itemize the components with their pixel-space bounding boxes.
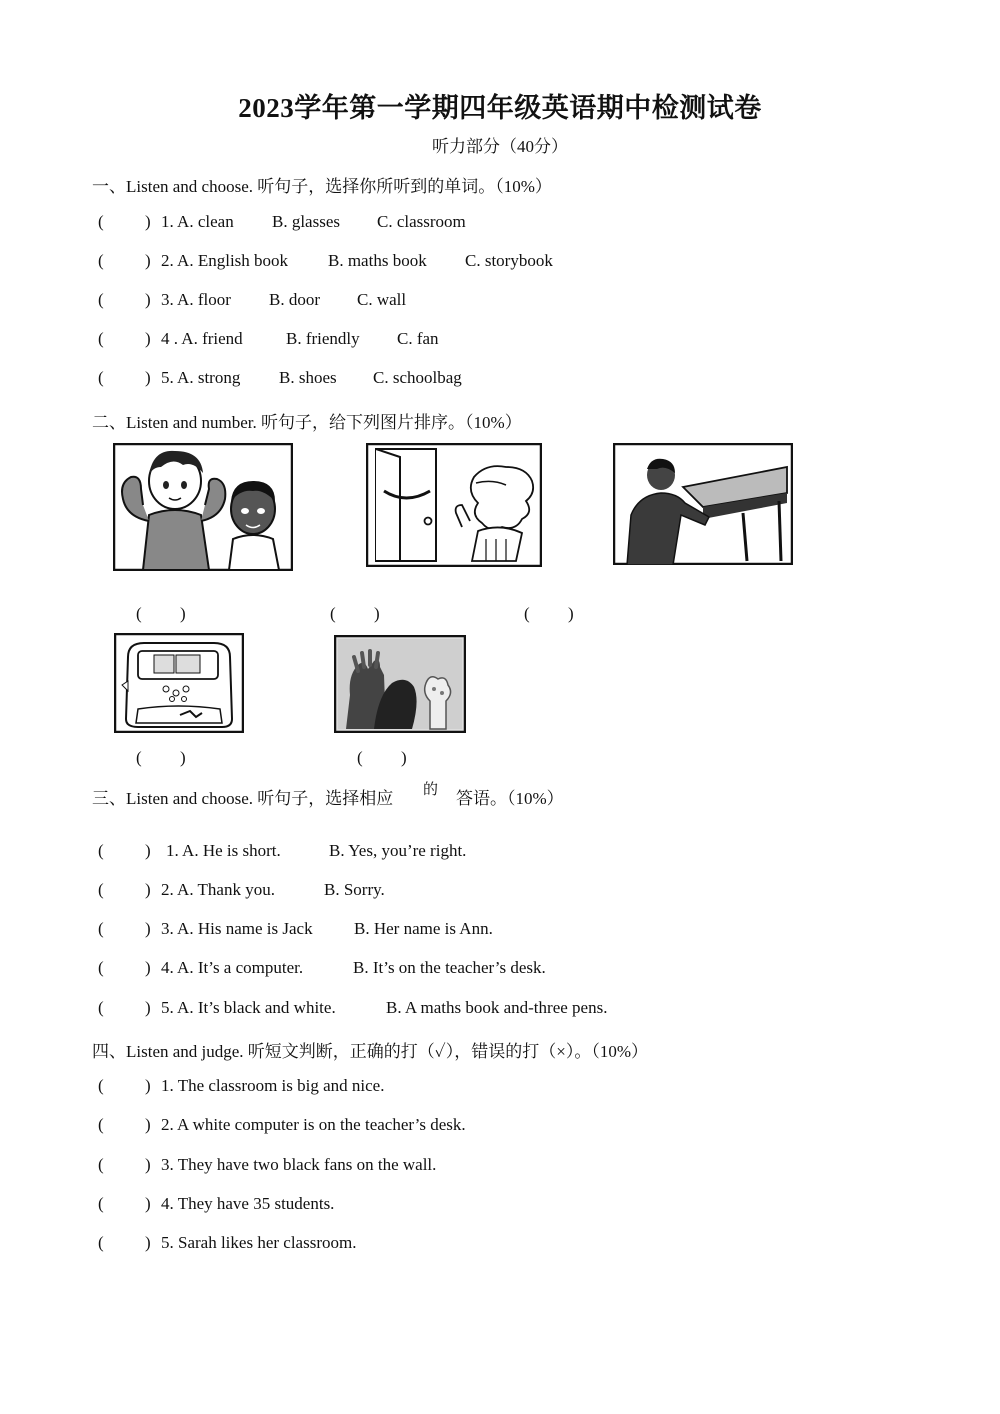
- answer-paren-close: ): [180, 604, 186, 623]
- answer-paren-open: (: [98, 329, 104, 348]
- answer-paren-close: ): [145, 1233, 151, 1252]
- answer-paren-open: (: [330, 604, 336, 623]
- answer-paren-close: ): [145, 290, 151, 309]
- question-option-a: 3. A. floor: [161, 290, 231, 309]
- judge-statement: 2. A white computer is on the teacher’s desk.: [161, 1115, 466, 1134]
- question-option-a: 2. A. Thank you.: [161, 880, 275, 899]
- question-option-c: C. storybook: [465, 251, 553, 270]
- section1-heading: 一、Listen and choose. 听句子，选择你所听到的单词。（10%）: [92, 177, 552, 196]
- answer-paren-open: (: [357, 748, 363, 767]
- answer-paren-close: ): [145, 1194, 151, 1213]
- question-option-b: B. Yes, you’re right.: [329, 841, 467, 860]
- answer-paren-close: ): [145, 958, 151, 977]
- question-option-b: B. maths book: [328, 251, 427, 270]
- answer-paren-close: ): [145, 1155, 151, 1174]
- section3-heading-start: 三、Listen and choose. 听句子，选择相应: [92, 789, 394, 808]
- answer-paren-close: ): [145, 998, 151, 1017]
- strong-boys-picture: [113, 443, 293, 571]
- answer-paren-open: (: [98, 1233, 104, 1252]
- answer-paren-close: ): [374, 604, 380, 623]
- page-title: 2023学年第一学期四年级英语期中检测试卷: [238, 93, 762, 123]
- question-option-c: C. classroom: [377, 212, 466, 231]
- section3-heading: [92, 784, 393, 809]
- answer-paren-close: ): [145, 329, 151, 348]
- answer-paren-open: (: [98, 958, 104, 977]
- answer-paren-open: (: [98, 368, 104, 387]
- question-option-a: 1. A. He is short.: [166, 841, 281, 860]
- answer-paren-open: (: [98, 1155, 104, 1174]
- answer-paren-close: ): [145, 1076, 151, 1095]
- answer-paren-close: ): [145, 919, 151, 938]
- section2-heading: 二、Listen and number. 听句子，给下列图片排序。（10%）: [92, 413, 522, 432]
- answer-paren-close: ): [145, 251, 151, 270]
- answer-paren-close: ): [145, 212, 151, 231]
- answer-paren-open: (: [136, 604, 142, 623]
- answer-paren-open: (: [98, 1076, 104, 1095]
- question-option-c: C. wall: [357, 290, 407, 309]
- judge-statement: 4. They have 35 students.: [161, 1194, 335, 1213]
- question-option-a: 3. A. His name is Jack: [161, 919, 313, 938]
- question-option-b: B. shoes: [279, 368, 337, 387]
- section3-heading-de: 的: [423, 782, 439, 798]
- desk-picture: [613, 443, 793, 565]
- answer-paren-open: (: [98, 251, 104, 270]
- question-option-b: B. Sorry.: [324, 880, 385, 899]
- answer-paren-open: (: [524, 604, 530, 623]
- page-subtitle: 听力部分（40分）: [432, 137, 568, 156]
- question-option-a: 4. A. It’s a computer.: [161, 958, 304, 977]
- answer-paren-open: (: [136, 748, 142, 767]
- question-option-a: 4 . A. friend: [161, 329, 243, 348]
- question-option-b: B. A maths book and-three pens.: [386, 998, 608, 1017]
- question-option-c: C. schoolbag: [373, 368, 462, 387]
- question-option-c: C. fan: [397, 329, 439, 348]
- answer-paren-open: (: [98, 880, 104, 899]
- judge-statement: 5. Sarah likes her classroom.: [161, 1233, 357, 1252]
- answer-paren-close: ): [145, 841, 151, 860]
- answer-paren-close: ): [568, 604, 574, 623]
- question-option-a: 1. A. clean: [161, 212, 234, 231]
- answer-paren-close: ): [180, 748, 186, 767]
- answer-paren-close: ): [145, 1115, 151, 1134]
- answer-paren-close: ): [145, 368, 151, 387]
- door-picture: [366, 443, 542, 567]
- question-option-b: B. friendly: [286, 329, 360, 348]
- question-option-b: B. Her name is Ann.: [354, 919, 493, 938]
- section4-heading: 四、Listen and judge. 听短文判断，正确的打（✓），错误的打（×）。（10%）: [92, 1042, 649, 1061]
- answer-paren-open: (: [98, 212, 104, 231]
- answer-paren-close: ): [145, 880, 151, 899]
- question-option-a: 5. A. strong: [161, 368, 241, 387]
- question-option-b: B. glasses: [272, 212, 340, 231]
- question-option-b: B. door: [269, 290, 320, 309]
- section3-heading-end: 答语。（10%）: [456, 789, 564, 808]
- answer-paren-open: (: [98, 1115, 104, 1134]
- answer-paren-open: (: [98, 290, 104, 309]
- judge-statement: 1. The classroom is big and nice.: [161, 1076, 385, 1095]
- question-option-a: 5. A. It’s black and white.: [161, 998, 336, 1017]
- wall-picture: [334, 635, 466, 733]
- answer-paren-open: (: [98, 998, 104, 1017]
- judge-statement: 3. They have two black fans on the wall.: [161, 1155, 437, 1174]
- schoolbag-picture: [114, 633, 244, 733]
- answer-paren-close: ): [401, 748, 407, 767]
- answer-paren-open: (: [98, 1194, 104, 1213]
- answer-paren-open: (: [98, 919, 104, 938]
- question-option-b: B. It’s on the teacher’s desk.: [353, 958, 546, 977]
- answer-paren-open: (: [98, 841, 104, 860]
- question-option-a: 2. A. English book: [161, 251, 289, 270]
